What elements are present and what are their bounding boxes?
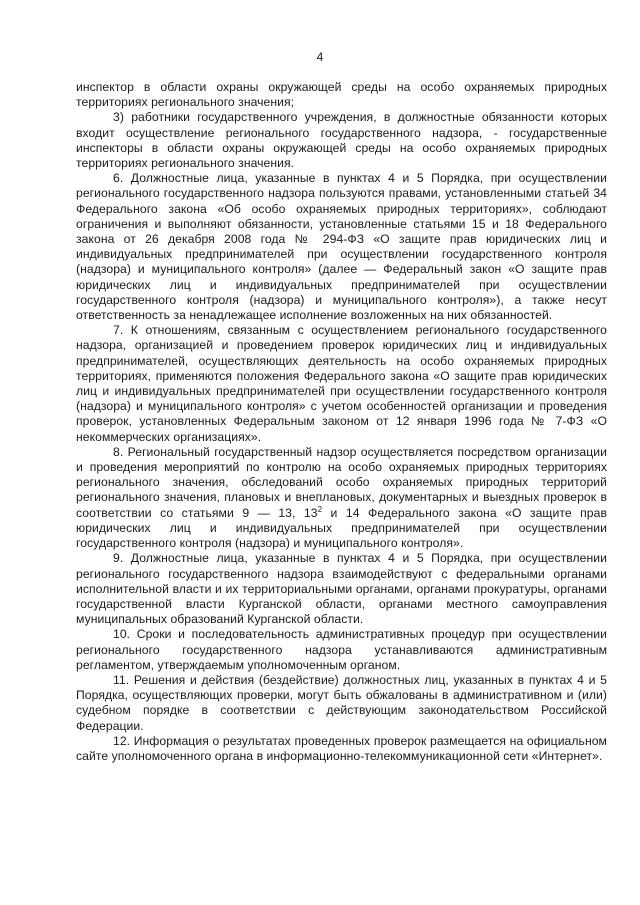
paragraph-item-3: 3) работники государственного учреждения, в должностные обязанности которых входит осуществление регионального государственного надзора, - государственные инспекторы в области охраны окружающей среды на особо охраняемых природных территориях регионального значения. <box>76 110 607 171</box>
paragraph-12: 12. Информация о результатах проведенных проверок размещается на официальном сайте уполномоченного органа в информационно-телекоммуникационной сети «Интернет». <box>76 733 607 763</box>
paragraph-8 <box>76 445 607 551</box>
paragraph-continuation: инспектор в области охраны окружающей среды на особо охраняемых природных территориях регионального значения; <box>76 80 607 110</box>
paragraph-7: 7. К отношениям, связанным с осуществлением регионального государственного надзора, организацией и проведением проверок юридических лиц и индивидуальных предпринимателей, осуществляющих деятельность на особо охраняемых природных территориях, применяются положения Федерального закона «О защите прав юридических лиц и индивидуальных предпринимателей при осуществлении государственного контроля (надзора) и муниципального контроля» с учетом особенностей организации и проведения проверок, установленных Федеральным законом от 12 января 1996 года № 7-ФЗ «О некоммерческих организациях». <box>76 323 607 444</box>
paragraph-9: 9. Должностные лица, указанные в пунктах 4 и 5 Порядка, при осуществлении регионального государственного надзора взаимодействуют с федеральными органами исполнительной власти и их территориальными органами, органами прокуратуры, органами государственной власти Курганской области, органами местного самоуправления муниципальных образований Курганской области. <box>76 551 607 627</box>
paragraph-8-superscript: 2 <box>317 504 323 514</box>
paragraph-10: 10. Сроки и последовательность административных процедур при осуществлении регионального государственного надзора устанавливаются административным регламентом, утверждаемым уполномоченным органом. <box>76 627 607 672</box>
page-number: 4 <box>316 50 324 64</box>
paragraph-8-text-before: 8. Региональный государственный надзор осуществляется посредством организации и проведения мероприятий по контролю на особо охраняемых природных территориях регионального значения, обследований особо охраняемых природных территорий регионального значения, плановых и внеплановых, документарных и выездных проверок в соответствии со статьями 9 — 13, 13 <box>76 444 607 520</box>
paragraph-11: 11. Решения и действия (бездействие) должностных лиц, указанных в пунктах 4 и 5 Порядка, осуществляющих проверки, могут быть обжалованы в административном и (или) судебном порядке в соответствии с действующим законодательством Российской Федерации. <box>76 672 607 733</box>
paragraph-6: 6. Должностные лица, указанные в пунктах 4 и 5 Порядка, при осуществлении регионального государственного надзора пользуются правами, установленными статьей 34 Федерального закона «Об особо охраняемых природных территориях», соблюдают ограничения и выполняют обязанности, установленные статьями 15 и 18 Федерального закона от 26 декабря 2008 года № 294-ФЗ «О защите прав юридических лиц и индивидуальных предпринимателей при осуществлении государственного контроля (надзора) и муниципального контроля» (далее — Федеральный закон «О защите прав юридических лиц и индивидуальных предпринимателей при осуществлении государственного контроля (надзора) и муниципального контроля»), а также несут ответственность за ненадлежащее исполнение возложенных на них обязанностей. <box>76 171 607 323</box>
document-body <box>76 80 607 764</box>
paragraph-8-text-after: и 14 Федерального закона «О защите прав юридических лиц и индивидуальных предпринимателей при осуществлении государственного контроля (надзора) и муниципального контроля». <box>76 505 607 551</box>
